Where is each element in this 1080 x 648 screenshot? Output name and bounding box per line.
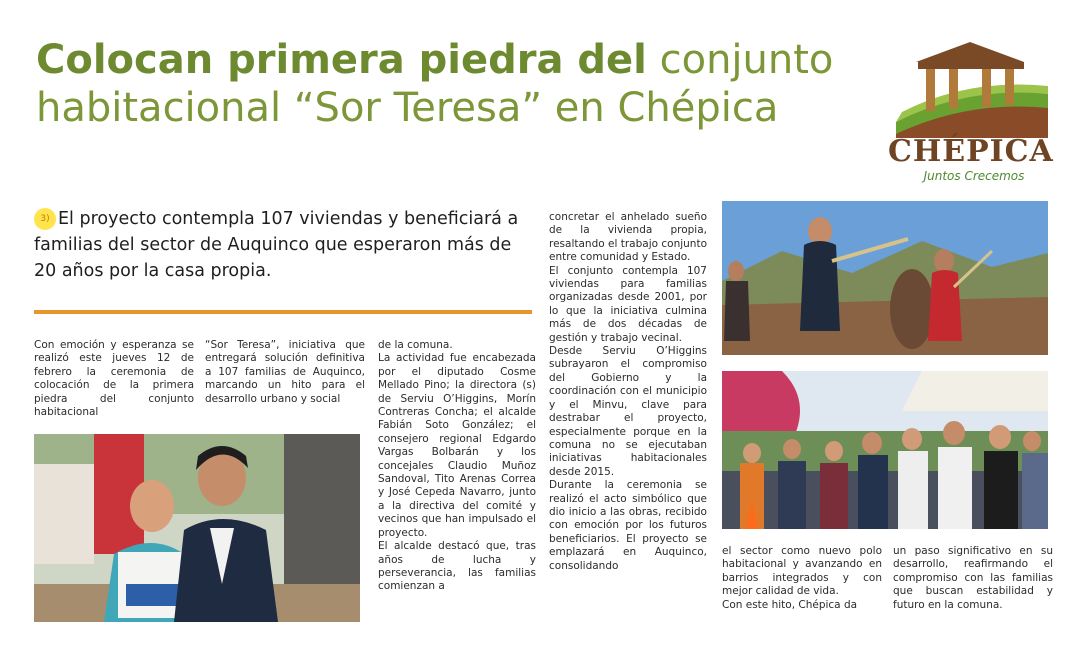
body-column-5: [722, 545, 882, 612]
body-column-6: [893, 545, 1053, 612]
temple-hills-icon: [888, 34, 1058, 144]
headline-bold: Colocan primera piedra del: [36, 37, 647, 83]
body-column-3: [378, 339, 536, 594]
photo-groundbreaking: [722, 201, 1048, 355]
body-paragraph: “Sor Teresa”, iniciativa que entregará solución definitiva a 107 familias de Auquinco, marcando un hito para el desarrollo urbano y social: [205, 339, 365, 405]
lead-text: El proyecto contempla 107 viviendas y beneficiará a familias del sector de Auquinco que esperaron más de 20 años por la casa propia.: [34, 209, 519, 281]
chepica-logo: [888, 34, 1058, 186]
body-paragraph: Desde Serviu O’Higgins subrayaron el compromiso del Gobierno y la coordinación con el municipio y el Minvu, clave para destrabar el proyecto, especialmente porque en la comuna no se ejecutaban iniciativas habitacionales desde 2015.: [549, 345, 707, 478]
body-paragraph: un paso significativo en su desarrollo, reafirmando el compromiso con las familias que buscan estabilidad y futuro en la comuna.: [893, 545, 1053, 611]
body-paragraph: concretar el anhelado sueño de la vivienda propia, resaltando el trabajo conjunto entre comunidad y Estado.: [549, 211, 707, 264]
article-headline: [36, 36, 856, 132]
logo-slogan: Juntos Crecemos: [923, 169, 1025, 183]
highlight-marker: 3): [34, 208, 56, 230]
body-paragraph: La actividad fue encabezada por el diputado Cosme Mellado Pino; la directora (s) de Serviu O’Higgins, Morín Contreras Concha; el alcalde Fabián Soto González; el consejero regional Edgardo Vargas Bolbarán y los concejales Claudio Muñoz Sandoval, Tito Arenas Correa y José Cepeda Navarro, junto a la directiva del comité y vecinos que han impulsado el proyecto.: [378, 352, 536, 539]
body-paragraph: El conjunto contempla 107 viviendas para familias organizadas desde 2001, por lo que la iniciativa culmina más de dos décadas de gestión y trabajo vecinal.: [549, 264, 707, 344]
lead-paragraph: [34, 206, 534, 284]
body-paragraph: Con este hito, Chépica da: [722, 598, 858, 611]
headline-light-2: habitacional “Sor Teresa” en Chépica: [36, 85, 779, 131]
body-paragraph: El alcalde destacó que, tras años de lucha y perseverancia, las familias comienzan a: [378, 540, 536, 593]
body-column-4: [549, 211, 707, 573]
body-paragraph: Durante la ceremonia se realizó el acto simbólico que dio inicio a las obras, recibido con emoción por los futuros beneficiarios. El proyecto se emplazará en Auquinco, consolidando: [549, 479, 707, 572]
body-paragraph: Con emoción y esperanza se realizó este jueves 12 de febrero la ceremonia de colocación de la primera piedra del conjunto habitacional: [34, 339, 194, 419]
headline-light-1: conjunto: [659, 37, 834, 83]
photo-ceremony-portrait: [34, 434, 360, 622]
logo-name: CHÉPICA: [888, 134, 1054, 169]
orange-divider: [34, 310, 532, 314]
photo-crowd-celebration: [722, 371, 1048, 529]
body-paragraph: de la comuna.: [378, 339, 453, 351]
body-paragraph: el sector como nuevo polo habitacional y avanzando en barrios integrados y con mejor calidad de vida.: [722, 545, 882, 598]
body-column-1: [34, 339, 194, 419]
body-column-2: [205, 339, 365, 406]
